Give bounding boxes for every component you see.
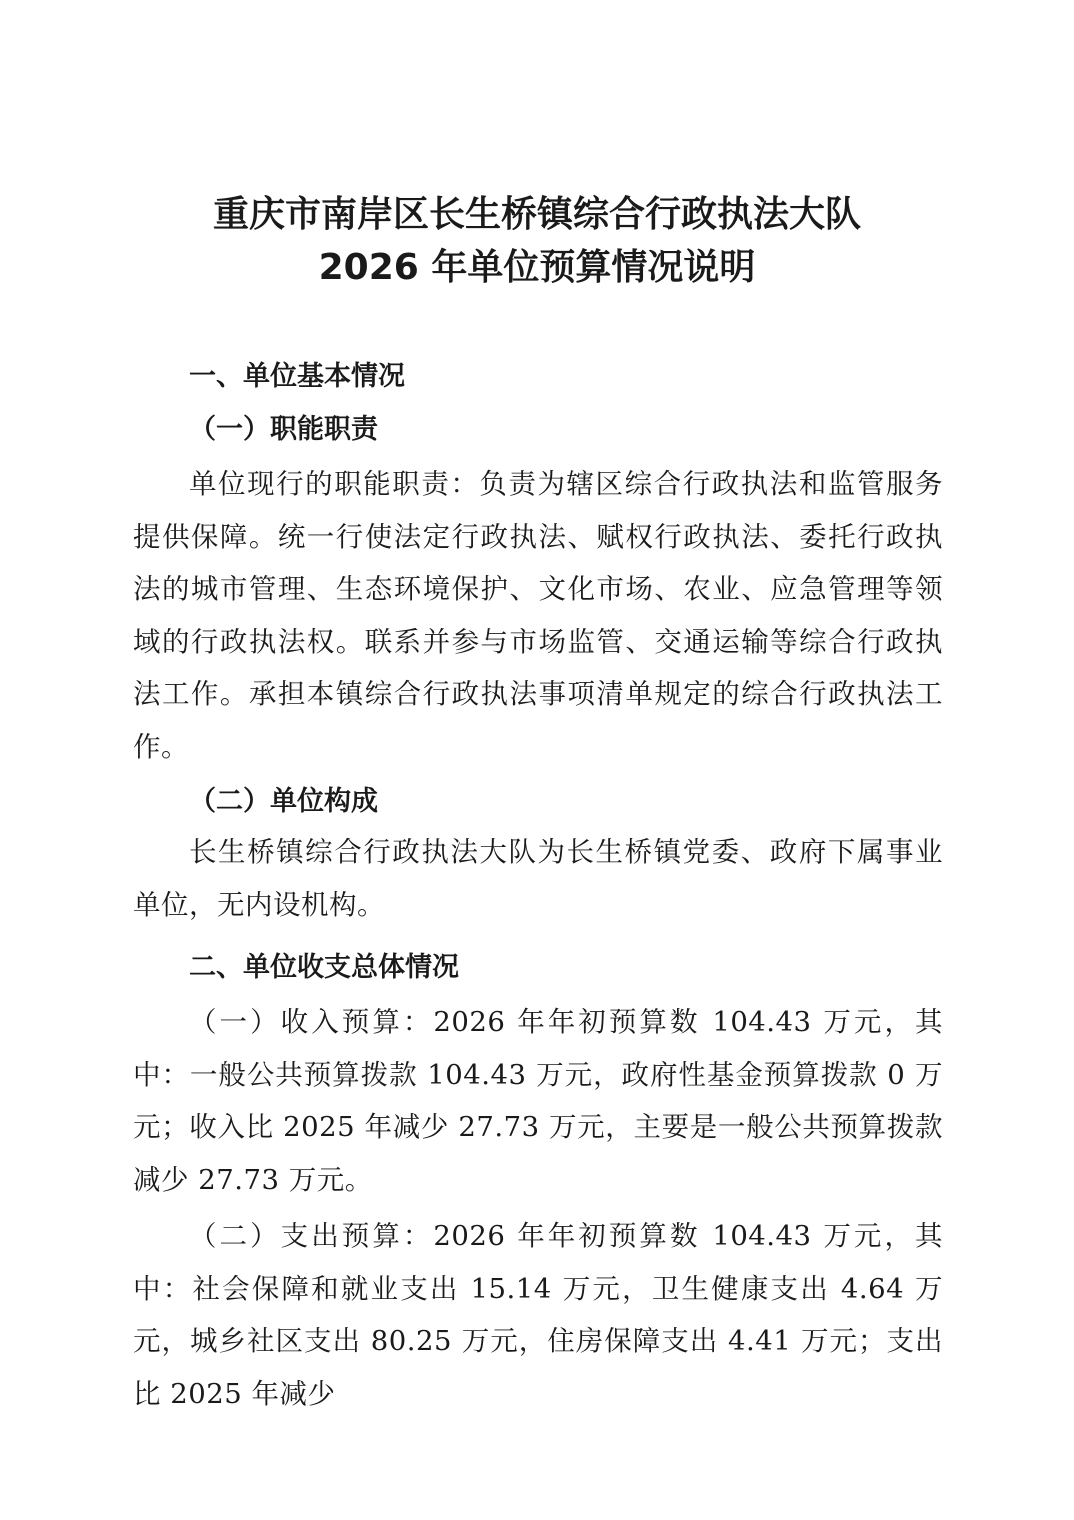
paragraph-duties: 单位现行的职能职责：负责为辖区综合行政执法和监管服务提供保障。统一行使法定行政执法、赋权行政执法、委托行政执法的城市管理、生态环境保护、文化市场、农业、应急管理等领域的行政执法权。联系并参与市场监管、交通运输等综合行政执法工作。承担本镇综合行政执法事项清单规定的综合行政执法工作。 (133, 468, 943, 763)
page-title-line-1: 重庆市南岸区长生桥镇综合行政执法大队 (212, 194, 861, 235)
paragraph-income-budget: （一）收入预算：2026 年年初预算数 104.43 万元，其中：一般公共预算拨款 104.43 万元，政府性基金预算拨款 0 万元；收入比 2025 年减少 27.73 万元，主要是一般公共预算拨款减少 27.73 万元。 (133, 1006, 943, 1196)
page-title-line-2: 2026 年单位预算情况说明 (318, 247, 756, 288)
paragraph-expense-budget: （二）支出预算：2026 年年初预算数 104.43 万元，其中：社会保障和就业支出 15.14 万元，卫生健康支出 4.64 万元，城乡社区支出 80.25 万元，住房保障支出 4.41 万元；支出比 2025 年减少 (133, 1220, 943, 1410)
paragraph-composition: 长生桥镇综合行政执法大队为长生桥镇党委、政府下属事业单位，无内设机构。 (133, 836, 943, 921)
subsection-heading-composition: （二）单位构成 (189, 786, 378, 817)
section-heading-budget-overview: 二、单位收支总体情况 (189, 952, 459, 983)
section-heading-basic-info: 一、单位基本情况 (189, 361, 405, 392)
subsection-heading-duties: （一）职能职责 (189, 414, 378, 445)
